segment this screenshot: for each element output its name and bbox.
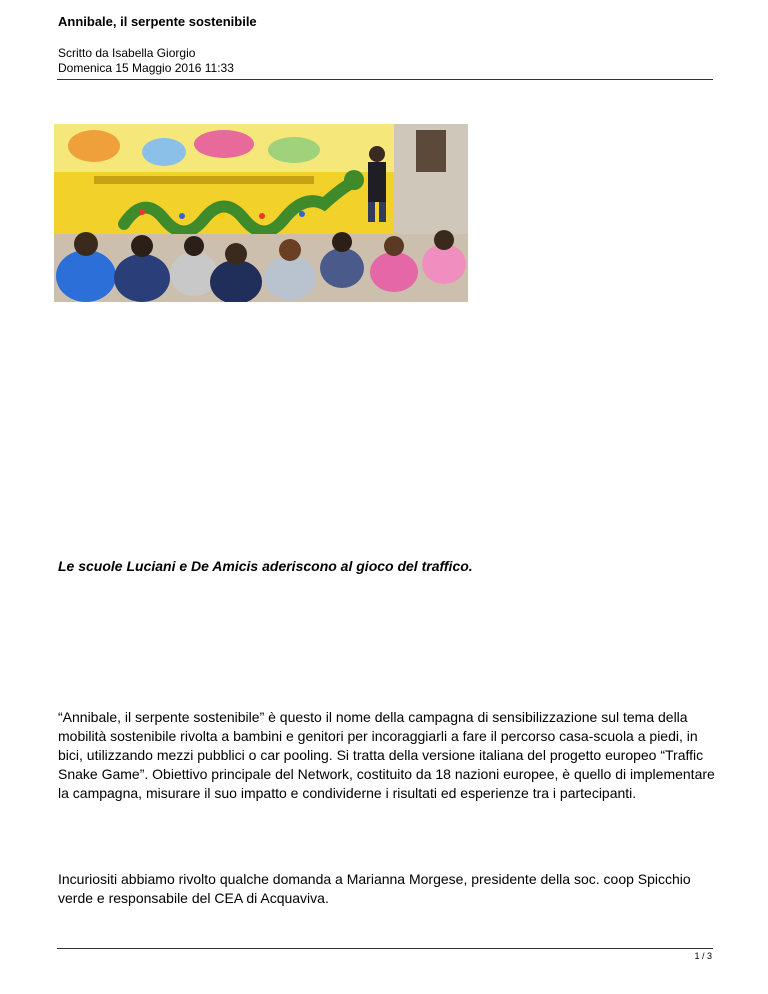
article-subtitle: Le scuole Luciani e De Amicis aderiscono al gioco del traffico. bbox=[58, 558, 473, 574]
article-photo bbox=[54, 124, 468, 302]
footer-divider bbox=[57, 948, 713, 949]
article-paragraph: Incuriositi abbiamo rivolto qualche domanda a Marianna Morgese, presidente della soc. coop Spicchio verde e responsabile del CEA di Acquaviva. bbox=[58, 871, 691, 906]
article-paragraph: “Annibale, il serpente sostenibile” è questo il nome della campagna di sensibilizzazione sul tema della mobilità sostenibile rivolta a bambini e genitori per incoraggiarli a fare il percorso casa-scuola a piedi, in bici, utilizzando mezzi pubblici o car pooling. Si tratta della versione italiana del progetto europeo “Traffic Snake Game”. Obiettivo principale del Network, costituito da 18 nazioni europee, è quello di implementare la campagna, misurare il suo impatto e condividerne i risultati ed esperienze tra i partecipanti. bbox=[58, 709, 715, 801]
header-divider bbox=[57, 79, 713, 80]
article-date: Domenica 15 Maggio 2016 11:33 bbox=[58, 61, 234, 75]
page-title: Annibale, il serpente sostenibile bbox=[58, 14, 257, 29]
page-number: 1 / 3 bbox=[694, 951, 712, 961]
article-author: Scritto da Isabella Giorgio bbox=[58, 46, 196, 60]
